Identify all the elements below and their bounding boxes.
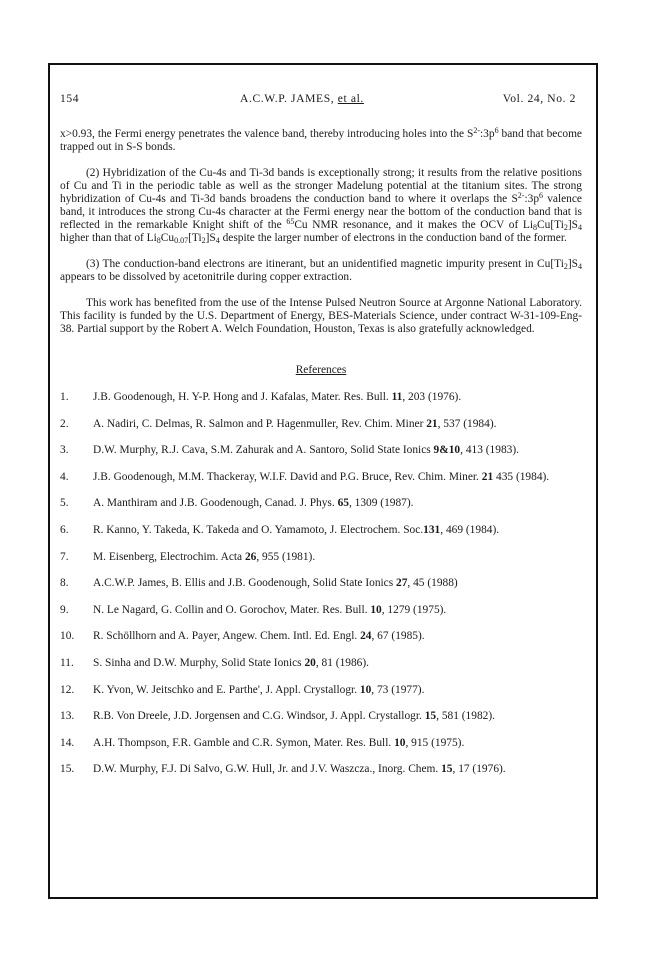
reference-text: K. Yvon, W. Jeitschko and E. Parthe', J. Appl. Crystallogr. 10, 73 (1977).	[93, 683, 425, 696]
reference-text: R. Kanno, Y. Takeda, K. Takeda and O. Yamamoto, J. Electrochem. Soc.131, 469 (1984).	[93, 523, 500, 536]
volume-info: Vol. 24, No. 2	[502, 92, 576, 105]
reference-item	[60, 710, 582, 723]
reference-item	[60, 418, 582, 431]
paragraph-3: (3) The conduction-band electrons are itinerant, but an unidentified magnetic impurity present in $Cu[Ti_2]S_4$ appears to be dissolved by acetonitrile during copper extraction.	[60, 258, 582, 283]
reference-number: 4.	[60, 470, 69, 483]
reference-list	[60, 391, 582, 776]
paragraph-1: x>0.93, the Fermi energy penetrates the valence band, thereby introducing holes into the $S^{2-}:3p^6$ band that become trapped out in S-S bonds.	[60, 126, 582, 153]
reference-item	[60, 630, 582, 643]
page-number: 154	[60, 92, 80, 105]
running-header	[60, 92, 582, 108]
reference-text: A. Manthiram and J.B. Goodenough, Canad. J. Phys. 65, 1309 (1987).	[93, 497, 414, 510]
reference-text: D.W. Murphy, R.J. Cava, S.M. Zahurak and A. Santoro, Solid State Ionics 9&10, 413 (1983).	[93, 444, 519, 457]
reference-text: D.W. Murphy, F.J. Di Salvo, G.W. Hull, Jr. and J.V. Waszcza., Inorg. Chem. 15, 17 (1976).	[93, 763, 506, 776]
reference-text: N. Le Nagard, G. Collin and O. Gorochov, Mater. Res. Bull. 10, 1279 (1975).	[93, 603, 447, 616]
reference-item	[60, 551, 582, 564]
reference-number: 6.	[60, 523, 69, 536]
reference-item	[60, 444, 582, 457]
reference-text: A. Nadiri, C. Delmas, R. Salmon and P. Hagenmuller, Rev. Chim. Miner 21, 537 (1984).	[93, 417, 497, 430]
reference-item	[60, 737, 582, 750]
reference-text: A.C.W.P. James, B. Ellis and J.B. Goodenough, Solid State Ionics 27, 45 (1988)	[93, 577, 458, 590]
reference-item	[60, 497, 582, 510]
reference-number: 2.	[60, 417, 69, 430]
reference-text: J.B. Goodenough, M.M. Thackeray, W.I.F. David and P.G. Bruce, Rev. Chim. Miner. 21 435 (1984).	[93, 470, 550, 483]
reference-number: 9.	[60, 603, 69, 616]
reference-number: 8.	[60, 577, 69, 590]
reference-item	[60, 763, 582, 776]
reference-item	[60, 391, 582, 404]
reference-text: J.B. Goodenough, H. Y-P. Hong and J. Kafalas, Mater. Res. Bull. 11, 203 (1976).	[93, 391, 462, 403]
reference-text: S. Sinha and D.W. Murphy, Solid State Ionics 20, 81 (1986).	[93, 656, 370, 669]
reference-item	[60, 524, 582, 537]
reference-text: A.H. Thompson, F.R. Gamble and C.R. Symon, Mater. Res. Bull. 10, 915 (1975).	[93, 736, 465, 749]
reference-number: 10.	[60, 630, 75, 643]
paragraph-2: (2) Hybridization of the Cu-4s and Ti-3d bands is exceptionally strong; it results from the relative positions of Cu and Ti in the periodic table as well as the stronger Madelung potential at the titanium sites. The strong hybridization of Cu-4s and Ti-3d bands broadens the conduction band to where it overlaps the $S^{2-}:3p^6$ valence band, it introduces the strong Cu-4s character at the Fermi energy near the bottom of the conduction band that is reflected in the remarkable Knight shift of the $^{65}$Cu NMR resonance, and it makes the OCV of $Li_8Cu[Ti_2]S_4$ higher than that of $Li_8Cu_{0.07}[Ti_2]S_4$ despite the larger number of electrons in the conduction band of the former.	[60, 167, 582, 245]
reference-number: 7.	[60, 550, 69, 563]
reference-number: 13.	[60, 710, 75, 723]
reference-number: 11.	[60, 656, 74, 669]
reference-number: 5.	[60, 497, 69, 510]
page-content	[60, 92, 582, 790]
reference-item	[60, 604, 582, 617]
reference-number: 15.	[60, 763, 75, 776]
reference-item	[60, 657, 582, 670]
reference-number: 14.	[60, 736, 75, 749]
reference-item	[60, 577, 582, 590]
references-heading: References	[295, 364, 347, 376]
reference-item	[60, 471, 582, 484]
acknowledgment-paragraph: This work has benefited from the use of the Intense Pulsed Neutron Source at Argonne National Laboratory. This facility is funded by the U.S. Department of Energy, BES-Materials Science, under contract W-31-109-Eng-38. Partial support by the Robert A. Welch Foundation, Houston, Texas is also gratefully acknowledged.	[60, 297, 582, 335]
reference-item	[60, 684, 582, 697]
reference-text: R. Schöllhorn and A. Payer, Angew. Chem. Intl. Ed. Engl. 24, 67 (1985).	[93, 630, 425, 643]
reference-text: M. Eisenberg, Electrochim. Acta 26, 955 (1981).	[93, 550, 316, 563]
reference-number: 12.	[60, 683, 75, 696]
running-authors: A.C.W.P. JAMES, et al.	[240, 92, 364, 105]
reference-number: 3.	[60, 444, 69, 457]
reference-text: R.B. Von Dreele, J.D. Jorgensen and C.G. Windsor, J. Appl. Crystallogr. 15, 581 (1982).	[93, 710, 495, 723]
reference-number: 1.	[60, 391, 69, 403]
